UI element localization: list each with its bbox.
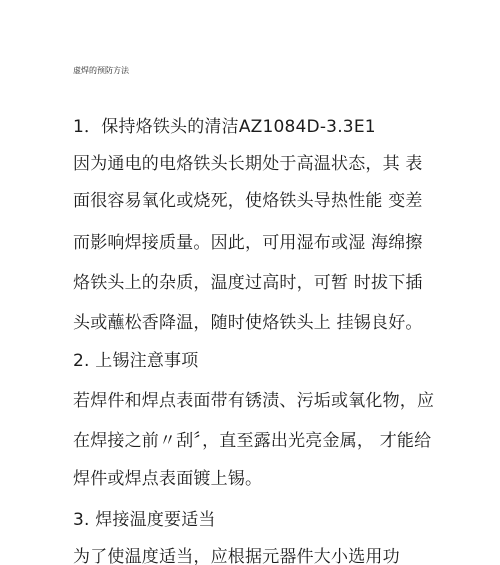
document-title: 虚焊的预防方法 xyxy=(73,66,129,75)
section-heading-3: 3. 焊接温度要适当 xyxy=(73,510,216,530)
paragraph-line: 因为通电的电烙铁头长期处于高温状态，其 表 xyxy=(73,154,423,174)
paragraph-line: 焊件或焊点表面镀上锡。 xyxy=(73,469,263,489)
section-heading-2: 2. 上锡注意事项 xyxy=(73,351,199,371)
paragraph-line: 头或蘸松香降温，随时使烙铁头上 挂锡良好。 xyxy=(73,313,423,333)
paragraph-line: 而影响焊接质量。因此，可用湿布或湿 海绵擦 xyxy=(73,233,423,253)
paragraph-line: 烙铁头上的杂质，温度过高时，可暂 时拔下插 xyxy=(73,273,423,293)
paragraph-line: 为了使温度适当，应根据元器件大小选用功 xyxy=(73,547,400,565)
paragraph-line: 面很容易氧化或烧死，使烙铁头导热性能 变差 xyxy=(73,191,423,211)
paragraph-line: 在焊接之前〃刮〞，直至露出光亮金属， 才能给 xyxy=(73,431,432,451)
section-heading-1: 1．保持烙铁头的清洁AZ1084D-3.3E1 xyxy=(73,117,376,137)
paragraph-line: 若焊件和焊点表面带有锈渍、污垢或氧化物，应 xyxy=(73,391,435,411)
